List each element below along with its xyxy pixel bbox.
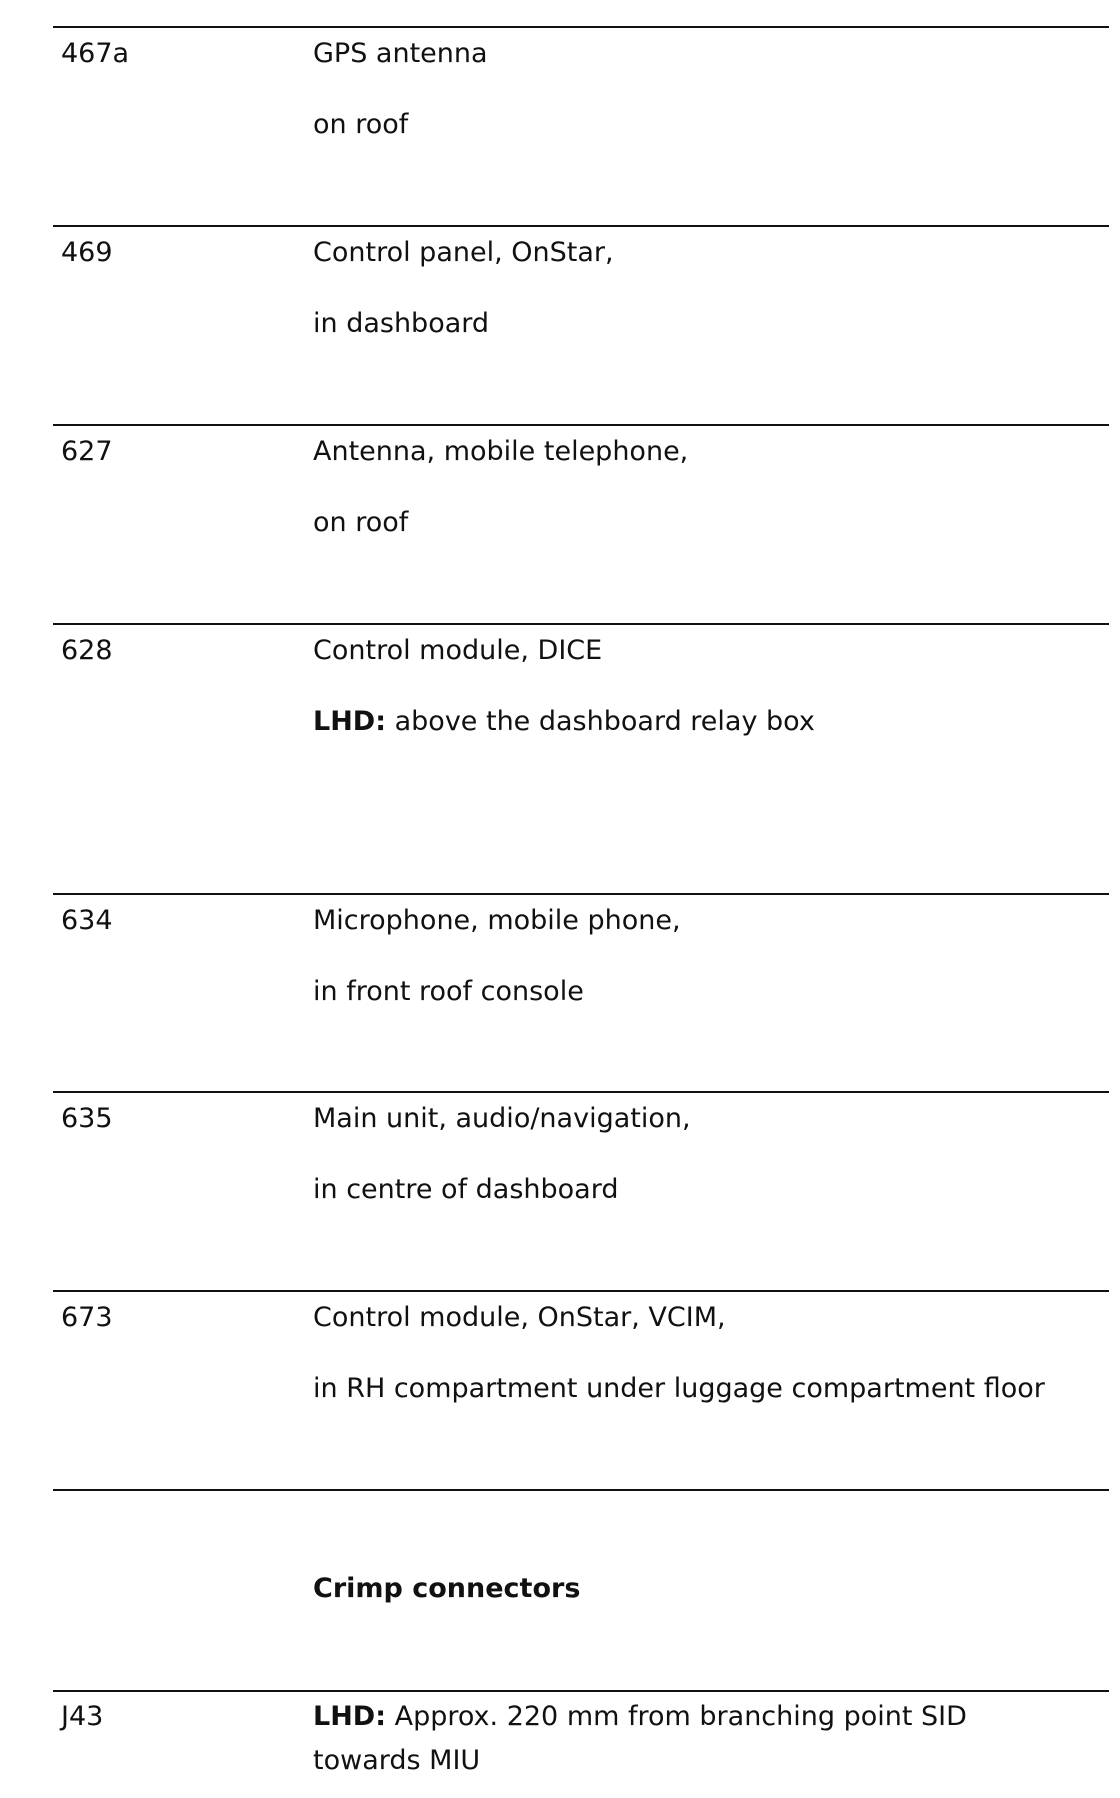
location-text: Approx. 220 mm from branching point SID bbox=[394, 1701, 967, 1732]
component-location: in front roof console bbox=[313, 976, 584, 1007]
row-divider bbox=[53, 1091, 1109, 1093]
component-code: 673 bbox=[61, 1302, 113, 1333]
component-name: Antenna, mobile telephone, bbox=[313, 436, 689, 467]
section-heading: Crimp connectors bbox=[313, 1573, 581, 1604]
row-divider bbox=[53, 26, 1109, 28]
location-continuation: towards MIU bbox=[313, 1745, 481, 1776]
component-code: 469 bbox=[61, 237, 113, 268]
component-code: J43 bbox=[61, 1701, 104, 1732]
row-divider bbox=[53, 225, 1109, 227]
component-code: 635 bbox=[61, 1103, 113, 1134]
component-location bbox=[313, 705, 815, 739]
component-location bbox=[313, 1700, 967, 1734]
lhd-label: LHD: bbox=[313, 1701, 387, 1732]
component-name: Control module, OnStar, VCIM, bbox=[313, 1302, 726, 1333]
component-name: Microphone, mobile phone, bbox=[313, 905, 681, 936]
row-divider bbox=[53, 1290, 1109, 1292]
location-text: above the dashboard relay box bbox=[394, 706, 815, 737]
row-divider bbox=[53, 893, 1109, 895]
component-code: 627 bbox=[61, 436, 113, 467]
component-code: 628 bbox=[61, 635, 113, 666]
component-location: in dashboard bbox=[313, 308, 490, 339]
component-name: Control panel, OnStar, bbox=[313, 237, 614, 268]
component-location: on roof bbox=[313, 109, 409, 140]
component-name: Main unit, audio/navigation, bbox=[313, 1103, 691, 1134]
row-divider bbox=[53, 424, 1109, 426]
row-divider bbox=[53, 1489, 1109, 1491]
row-divider bbox=[53, 623, 1109, 625]
lhd-label: LHD: bbox=[313, 706, 387, 737]
component-name: Control module, DICE bbox=[313, 635, 603, 666]
component-location: in RH compartment under luggage compartment floor bbox=[313, 1373, 1045, 1404]
row-divider bbox=[53, 1690, 1109, 1692]
component-location: on roof bbox=[313, 507, 409, 538]
component-code: 467a bbox=[61, 38, 130, 69]
component-code: 634 bbox=[61, 905, 113, 936]
component-location: in centre of dashboard bbox=[313, 1174, 619, 1205]
component-name: GPS antenna bbox=[313, 38, 488, 69]
